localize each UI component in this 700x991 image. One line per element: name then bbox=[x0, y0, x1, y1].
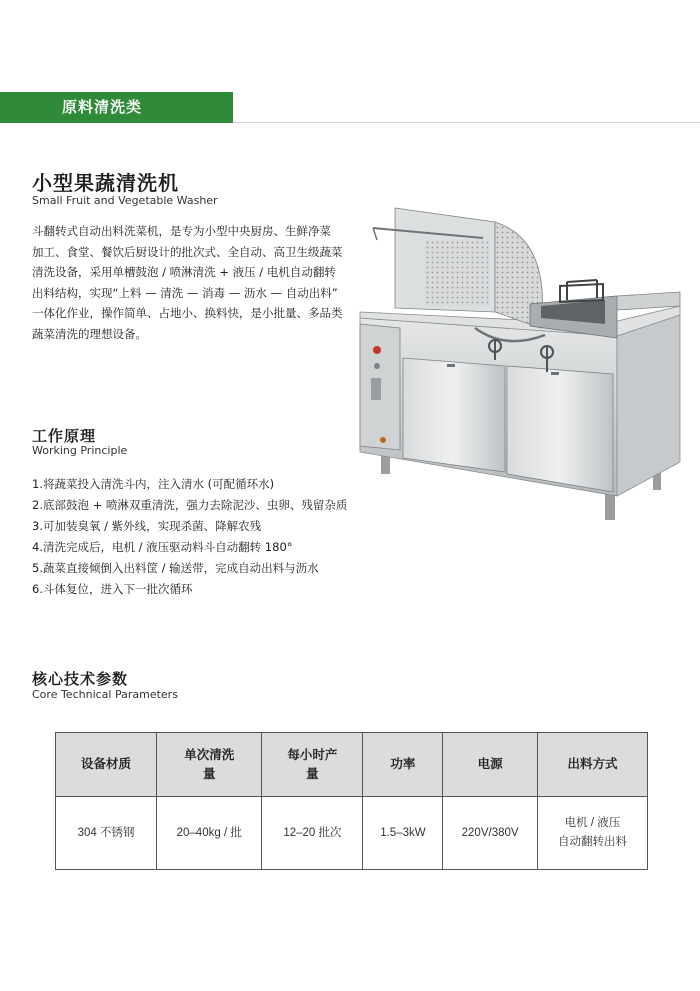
cell-line: 220V/380V bbox=[461, 826, 519, 839]
cell-line: 自动翻转出料 bbox=[557, 836, 627, 848]
header-line: 每小时产 bbox=[287, 747, 338, 762]
intro-line: 出料结构，实现“上料 — 清洗 — 消毒 — 沥水 — 自动出料” bbox=[32, 285, 338, 300]
machine-photo-icon bbox=[355, 200, 690, 525]
header-supply bbox=[443, 733, 538, 797]
table-header-row bbox=[56, 733, 648, 797]
intro-line: 加工、食堂、餐饮后厨设计的批次式、全自动、高卫生级蔬菜 bbox=[32, 244, 343, 259]
intro-line: 蔬菜清洗的理想设备。 bbox=[32, 326, 147, 341]
cell-line: 1.5–3kW bbox=[380, 826, 426, 839]
principle-steps bbox=[32, 474, 347, 600]
table-row bbox=[56, 797, 648, 870]
cell-line: 12–20 批次 bbox=[283, 826, 342, 839]
header-power bbox=[363, 733, 443, 797]
product-subtitle: Small Fruit and Vegetable Washer bbox=[32, 194, 218, 207]
list-item: 4.清洗完成后，电机 / 液压驱动料斗自动翻转 180° bbox=[32, 540, 293, 554]
header-discharge bbox=[537, 733, 647, 797]
cell-power bbox=[363, 797, 443, 870]
params-table bbox=[55, 732, 648, 870]
intro-line: 清洗设备，采用单槽鼓泡 / 喷淋清洗 + 液压 / 电机自动翻转 bbox=[32, 265, 336, 280]
cell-batch-capacity bbox=[157, 797, 262, 870]
cell-line: 304 不锈钢 bbox=[77, 826, 135, 839]
category-banner: 原料清洗类 bbox=[0, 92, 233, 123]
params-subtitle: Core Technical Parameters bbox=[32, 688, 178, 701]
cell-supply bbox=[443, 797, 538, 870]
cell-material bbox=[56, 797, 157, 870]
cell-hourly-output bbox=[262, 797, 363, 870]
list-item: 5.蔬菜直接倾倒入出料筐 / 输送带，完成自动出料与沥水 bbox=[32, 561, 319, 575]
header-hourly-output bbox=[262, 733, 363, 797]
header-line: 功率 bbox=[390, 757, 416, 771]
header-line: 出料方式 bbox=[567, 757, 618, 771]
list-item: 1.将蔬菜投入清洗斗内，注入清水 (可配循环水) bbox=[32, 477, 275, 491]
list-item: 6.斗体复位，进入下一批次循环 bbox=[32, 582, 193, 596]
cell-line: 20–40kg / 批 bbox=[176, 826, 242, 839]
header-batch-capacity bbox=[157, 733, 262, 797]
cell-line: 电机 / 液压 bbox=[564, 817, 621, 829]
header-material bbox=[56, 733, 157, 797]
params-title: 核心技术参数 bbox=[32, 670, 129, 688]
list-item: 3.可加装臭氧 / 紫外线，实现杀菌、降解农残 bbox=[32, 519, 262, 533]
header-line: 设备材质 bbox=[81, 757, 132, 771]
principle-subtitle: Working Principle bbox=[32, 444, 128, 457]
header-line: 单次清洗 bbox=[184, 747, 235, 762]
product-intro bbox=[32, 221, 362, 345]
intro-line: 一体化作业，操作简单、占地小、换料快，是小批量、多品类 bbox=[32, 306, 343, 321]
header-line: 量 bbox=[202, 766, 216, 781]
banner-divider bbox=[233, 122, 700, 123]
principle-title: 工作原理 bbox=[32, 427, 97, 445]
intro-line: 斗翻转式自动出料洗菜机，是专为小型中央厨房、生鲜净菜 bbox=[32, 224, 331, 238]
list-item: 2.底部鼓泡 + 喷淋双重清洗，强力去除泥沙、虫卵、残留杂质 bbox=[32, 498, 348, 512]
header-line: 量 bbox=[306, 766, 319, 781]
header-line: 电源 bbox=[477, 757, 503, 771]
product-title: 小型果蔬清洗机 bbox=[32, 171, 179, 195]
cell-discharge bbox=[537, 797, 647, 870]
